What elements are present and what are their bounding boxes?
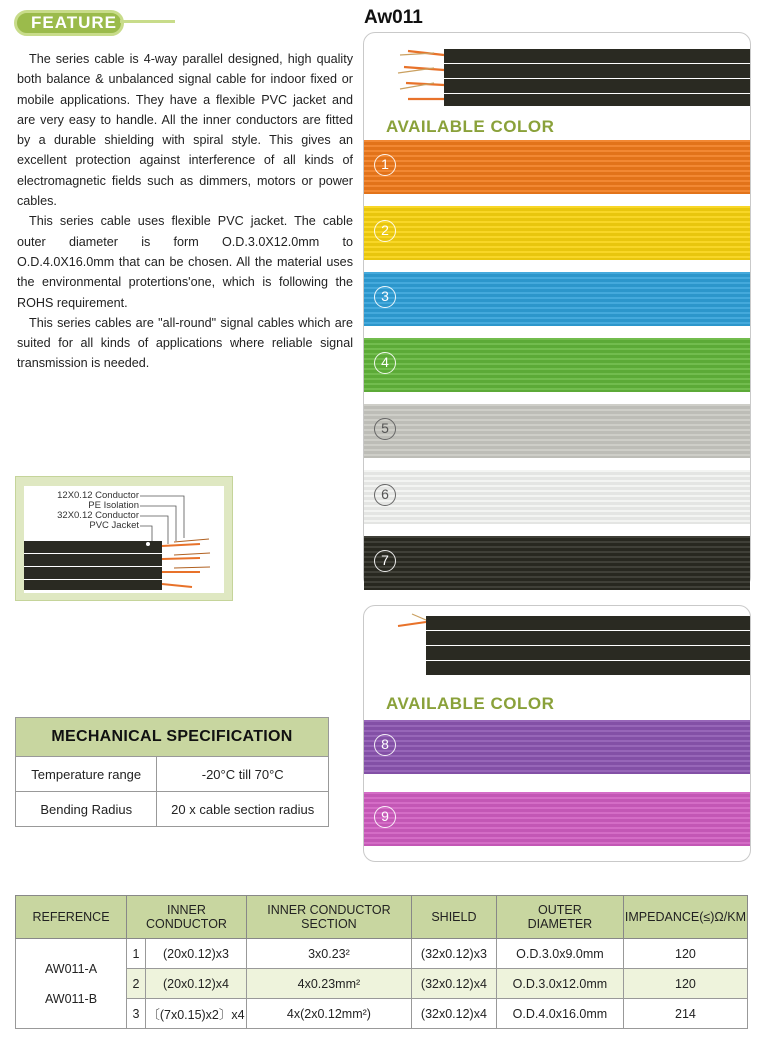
cable-photo-icon-2 [364, 606, 751, 681]
inner-conductor: (20x0.12)x4 [146, 969, 247, 999]
cable-cross-section-diagram [15, 476, 233, 601]
row-number: 1 [127, 939, 146, 969]
mechanical-title: MECHANICAL SPECIFICATION [16, 718, 329, 757]
table-row [16, 792, 329, 827]
model-title: Aw011 [364, 7, 423, 28]
color-swatch [364, 338, 750, 392]
feature-underline [120, 20, 175, 23]
color-number-badge: 6 [374, 484, 396, 506]
color-number-badge: 7 [374, 550, 396, 572]
cable-diagram-icon [24, 486, 224, 593]
spec-value: 20 x cable section radius [157, 792, 329, 827]
color-number-badge: 3 [374, 286, 396, 308]
color-swatch [364, 404, 750, 458]
label-pvc-jacket: PVC Jacket [89, 520, 139, 531]
available-color-heading-2: AVAILABLE COLOR [386, 694, 555, 713]
impedance: 120 [623, 969, 747, 999]
color-number-badge: 2 [374, 220, 396, 242]
spec-label: Temperature range [16, 757, 157, 792]
outer-diameter: O.D.3.0x9.0mm [496, 939, 623, 969]
header-shield: SHIELD [411, 896, 496, 939]
header-reference: REFERENCE [16, 896, 127, 939]
feature-paragraph-3: This series cables are "all-round" signal cables which are suited for all kinds of applications where reliable signal transmission is needed. [17, 315, 353, 371]
reference-table [15, 895, 748, 1029]
color-swatch [364, 140, 750, 194]
color-swatch [364, 470, 750, 524]
color-swatch [364, 206, 750, 260]
impedance: 120 [623, 939, 747, 969]
color-swatch [364, 272, 750, 326]
label-conductor-12: 12X0.12 Conductor [57, 490, 139, 501]
color-number-badge: 8 [374, 734, 396, 756]
row-number: 3 [127, 999, 146, 1029]
color-swatch [364, 792, 750, 846]
section: 3x0.23² [246, 939, 411, 969]
outer-diameter: O.D.4.0x16.0mm [496, 999, 623, 1029]
reference-cell [16, 939, 127, 1029]
feature-paragraph-1: The series cable is 4-way parallel designed, high quality both balance & unbalanced signal cable for indoor fixed or mobile applications. They have a flexible PVC jacket and are very easy to handle. All the inner conductors are fitted by a durable shielding with spiral style. This gives an excellent protection against interference of all kinds of electromagnetic fields such as dimmers, motors or power cables. [17, 52, 353, 209]
label-pe-isolation: PE Isolation [88, 500, 139, 511]
spec-label: Bending Radius [16, 792, 157, 827]
feature-badge: FEATURE [14, 10, 124, 36]
reference-a: AW011-A [44, 961, 98, 976]
row-number: 2 [127, 969, 146, 999]
feature-paragraph-2: This series cable uses flexible PVC jacket. The cable outer diameter is form O.D.3.0X12.0mm to O.D.4.0X16.0mm that can be chosen. All the material uses the environmental protertions'one, which is following the ROHS requirement. [17, 214, 353, 310]
outer-diameter: O.D.3.0x12.0mm [496, 969, 623, 999]
section: 4x0.23mm² [246, 969, 411, 999]
label-conductor-32: 32X0.12 Conductor [57, 510, 139, 521]
inner-conductor: (20x0.12)x3 [146, 939, 247, 969]
cable-photo-icon [364, 33, 751, 113]
available-color-heading-1: AVAILABLE COLOR [386, 117, 555, 136]
section: 4x(2x0.12mm²) [246, 999, 411, 1029]
header-inner-conductor: INNER CONDUCTOR [127, 896, 247, 939]
color-swatch [364, 536, 750, 590]
table-row [16, 939, 748, 969]
color-number-badge: 4 [374, 352, 396, 374]
color-number-badge: 5 [374, 418, 396, 440]
color-number-badge: 1 [374, 154, 396, 176]
mechanical-specification-table [15, 717, 329, 827]
shield: (32x0.12)x3 [411, 939, 496, 969]
spec-value: -20°C till 70°C [157, 757, 329, 792]
header-impedance: IMPEDANCE(≤)Ω/KM [623, 896, 747, 939]
reference-b: AW011-B [44, 991, 98, 1006]
feature-description [17, 49, 353, 374]
table-row [16, 757, 329, 792]
color-number-badge: 9 [374, 806, 396, 828]
color-swatch [364, 720, 750, 774]
impedance: 214 [623, 999, 747, 1029]
inner-conductor: 〔(7x0.15)x2〕x4 [146, 999, 247, 1029]
shield: (32x0.12)x4 [411, 999, 496, 1029]
shield: (32x0.12)x4 [411, 969, 496, 999]
header-outer-diameter: OUTER DIAMETER [496, 896, 623, 939]
header-section: INNER CONDUCTOR SECTION [246, 896, 411, 939]
